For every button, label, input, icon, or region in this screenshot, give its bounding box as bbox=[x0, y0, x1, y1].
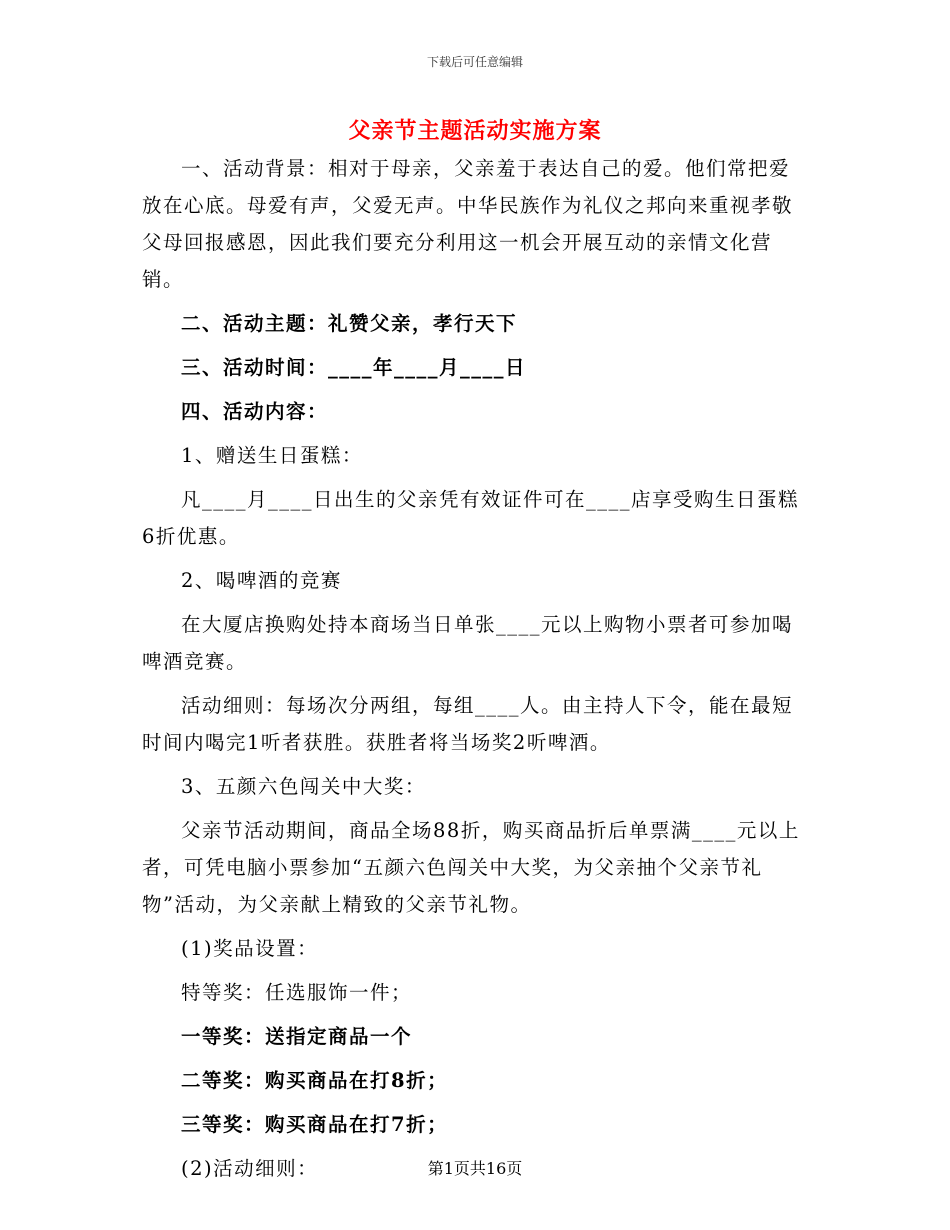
paragraph-item-2-rules: 活动细则：每场次分两组，每组____人。由主持人下令，能在最短时间内喝完1听者获胜。获胜者将当场奖2听啤酒。 bbox=[142, 694, 794, 754]
paragraph-first-prize: 一等奖：送指定商品一个 bbox=[181, 1025, 413, 1048]
paragraph-time: 三、活动时间：____年____月____日 bbox=[181, 356, 527, 379]
paragraph-background: 一、活动背景：相对于母亲，父亲羞于表达自己的爱。他们常把爱放在心底。母爱有声，父爱无声。中华民族作为礼仪之邦向来重视孝敬父母回报感恩，因此我们要充分利用这一机会开展互动的亲情文化营销。 bbox=[142, 157, 794, 291]
paragraph-item-3-body: 父亲节活动期间，商品全场88折，购买商品折后单票满____元以上者，可凭电脑小票参加“五颜六色闯关中大奖，为父亲抽个父亲节礼物”活动，为父亲献上精致的父亲节礼物。 bbox=[142, 819, 800, 916]
page-footer: 第1页共16页 bbox=[427, 1159, 523, 1178]
document-title: 父亲节主题活动实施方案 bbox=[348, 118, 602, 144]
paragraph-item-2-heading: 2、喝啤酒的竞赛 bbox=[181, 569, 342, 592]
paragraph-prize-setting: (1)奖品设置： bbox=[181, 937, 319, 960]
paragraph-item-3-heading: 3、五颜六色闯关中大奖： bbox=[181, 775, 426, 798]
paragraph-item-1-heading: 1、赠送生日蛋糕： bbox=[181, 444, 363, 467]
paragraph-item-1-body: 凡____月____日出生的父亲凭有效证件可在____店享受购生日蛋糕6折优惠。 bbox=[142, 488, 800, 548]
paragraph-theme: 二、活动主题：礼赞父亲，孝行天下 bbox=[181, 312, 518, 335]
paragraph-content-heading: 四、活动内容： bbox=[181, 400, 329, 423]
paragraph-special-prize: 特等奖：任选服饰一件； bbox=[181, 981, 413, 1004]
document-body bbox=[142, 150, 806, 1194]
paragraph-item-2-body: 在大厦店换购处持本商场当日单张____元以上购物小票者可参加喝啤酒竞赛。 bbox=[142, 613, 794, 673]
page-header: 下载后可任意编辑 bbox=[426, 55, 523, 69]
paragraph-second-prize: 二等奖：购买商品在打8折； bbox=[181, 1069, 449, 1092]
paragraph-third-prize: 三等奖：购买商品在打7折； bbox=[181, 1113, 449, 1136]
paragraph-activity-rules: (2)活动细则： bbox=[181, 1157, 319, 1180]
